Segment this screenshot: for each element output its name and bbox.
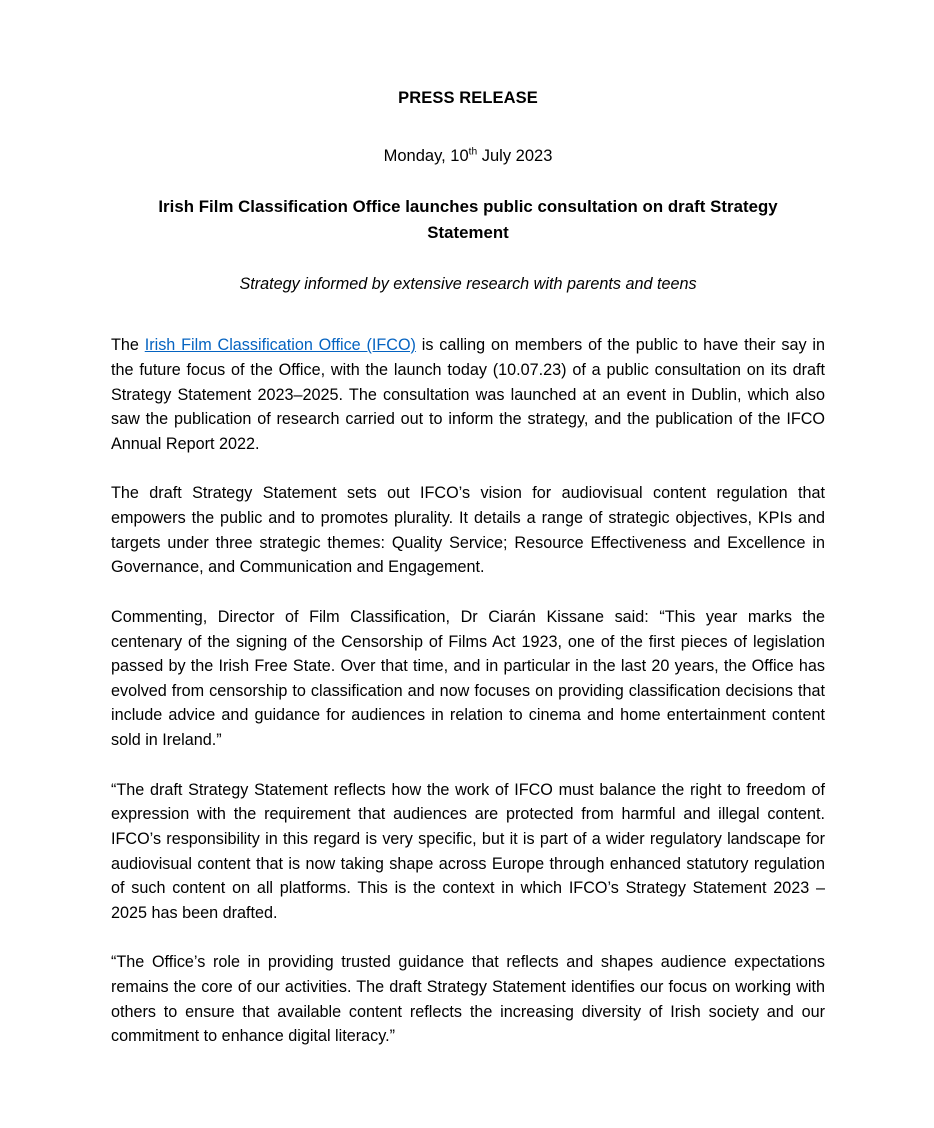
paragraph-director-quote-three: “The Office’s role in providing trusted guidance that reflects and shapes audience expectations remains the core of our activities. The draft Strategy Statement identifies our focus on working with others to ensure that available content reflects the increasing diversity of Irish society and our commitment to enhance digital literacy.” [111, 953, 825, 1046]
paragraph-intro [111, 333, 825, 456]
paragraph-strategy-overview: The draft Strategy Statement sets out IFCO’s vision for audiovisual content regulation that empowers the public and to promotes plurality. It details a range of strategic objectives, KPIs and targets under three strategic themes: Quality Service; Resource Effectiveness and Excellence in Governance, and Communication and Engagement. [111, 484, 825, 577]
paragraph-director-quote-two: “The draft Strategy Statement reflects how the work of IFCO must balance the right to freedom of expression with the requirement that audiences are protected from harmful and illegal content. IFCO’s responsibility in this regard is very specific, but it is part of a wider regulatory landscape for audiovisual content that is now taking shape across Europe through enhanced statutory regulation of such content on all platforms. This is the context in which IFCO’s Strategy Statement 2023 – 2025 has been drafted. [111, 780, 825, 922]
page-title: Irish Film Classification Office launches public consultation on draft Strategy Statement [158, 196, 778, 242]
page-subtitle: Strategy informed by extensive research with parents and teens [239, 274, 697, 293]
paragraph-director-quote-one: Commenting, Director of Film Classification, Dr Ciarán Kissane said: “This year marks the centenary of the signing of the Censorship of Films Act 1923, one of the first pieces of legislation passed by the Irish Free State. Over that time, and in particular in the last 20 years, the Office has evolved from censorship to classification and now focuses on providing classification decisions that include advice and guidance for audiences in relation to cinema and home entertainment content sold in Ireland.” [111, 607, 825, 750]
release-date [111, 146, 825, 168]
paragraph-intro-rest: is calling on members of the public to have their say in the future focus of the Office, with the launch today (10.07.23) of a public consultation on its draft Strategy Statement 2023–2025. The consultation was launched at an event in Dublin, which also saw the publication of research carried out to inform the strategy, and the publication of the IFCO Annual Report 2022. [111, 336, 825, 453]
ifco-website-link[interactable]: Irish Film Classification Office (IFCO) [144, 336, 416, 355]
body-content [111, 333, 825, 1049]
release-date-prefix: Monday, 10 [383, 146, 469, 165]
release-date-ordinal-suffix: th [468, 146, 478, 158]
release-date-rest: July 2023 [477, 146, 553, 165]
press-release-heading: PRESS RELEASE [398, 89, 538, 107]
paragraph-intro-lead: The [111, 336, 145, 355]
